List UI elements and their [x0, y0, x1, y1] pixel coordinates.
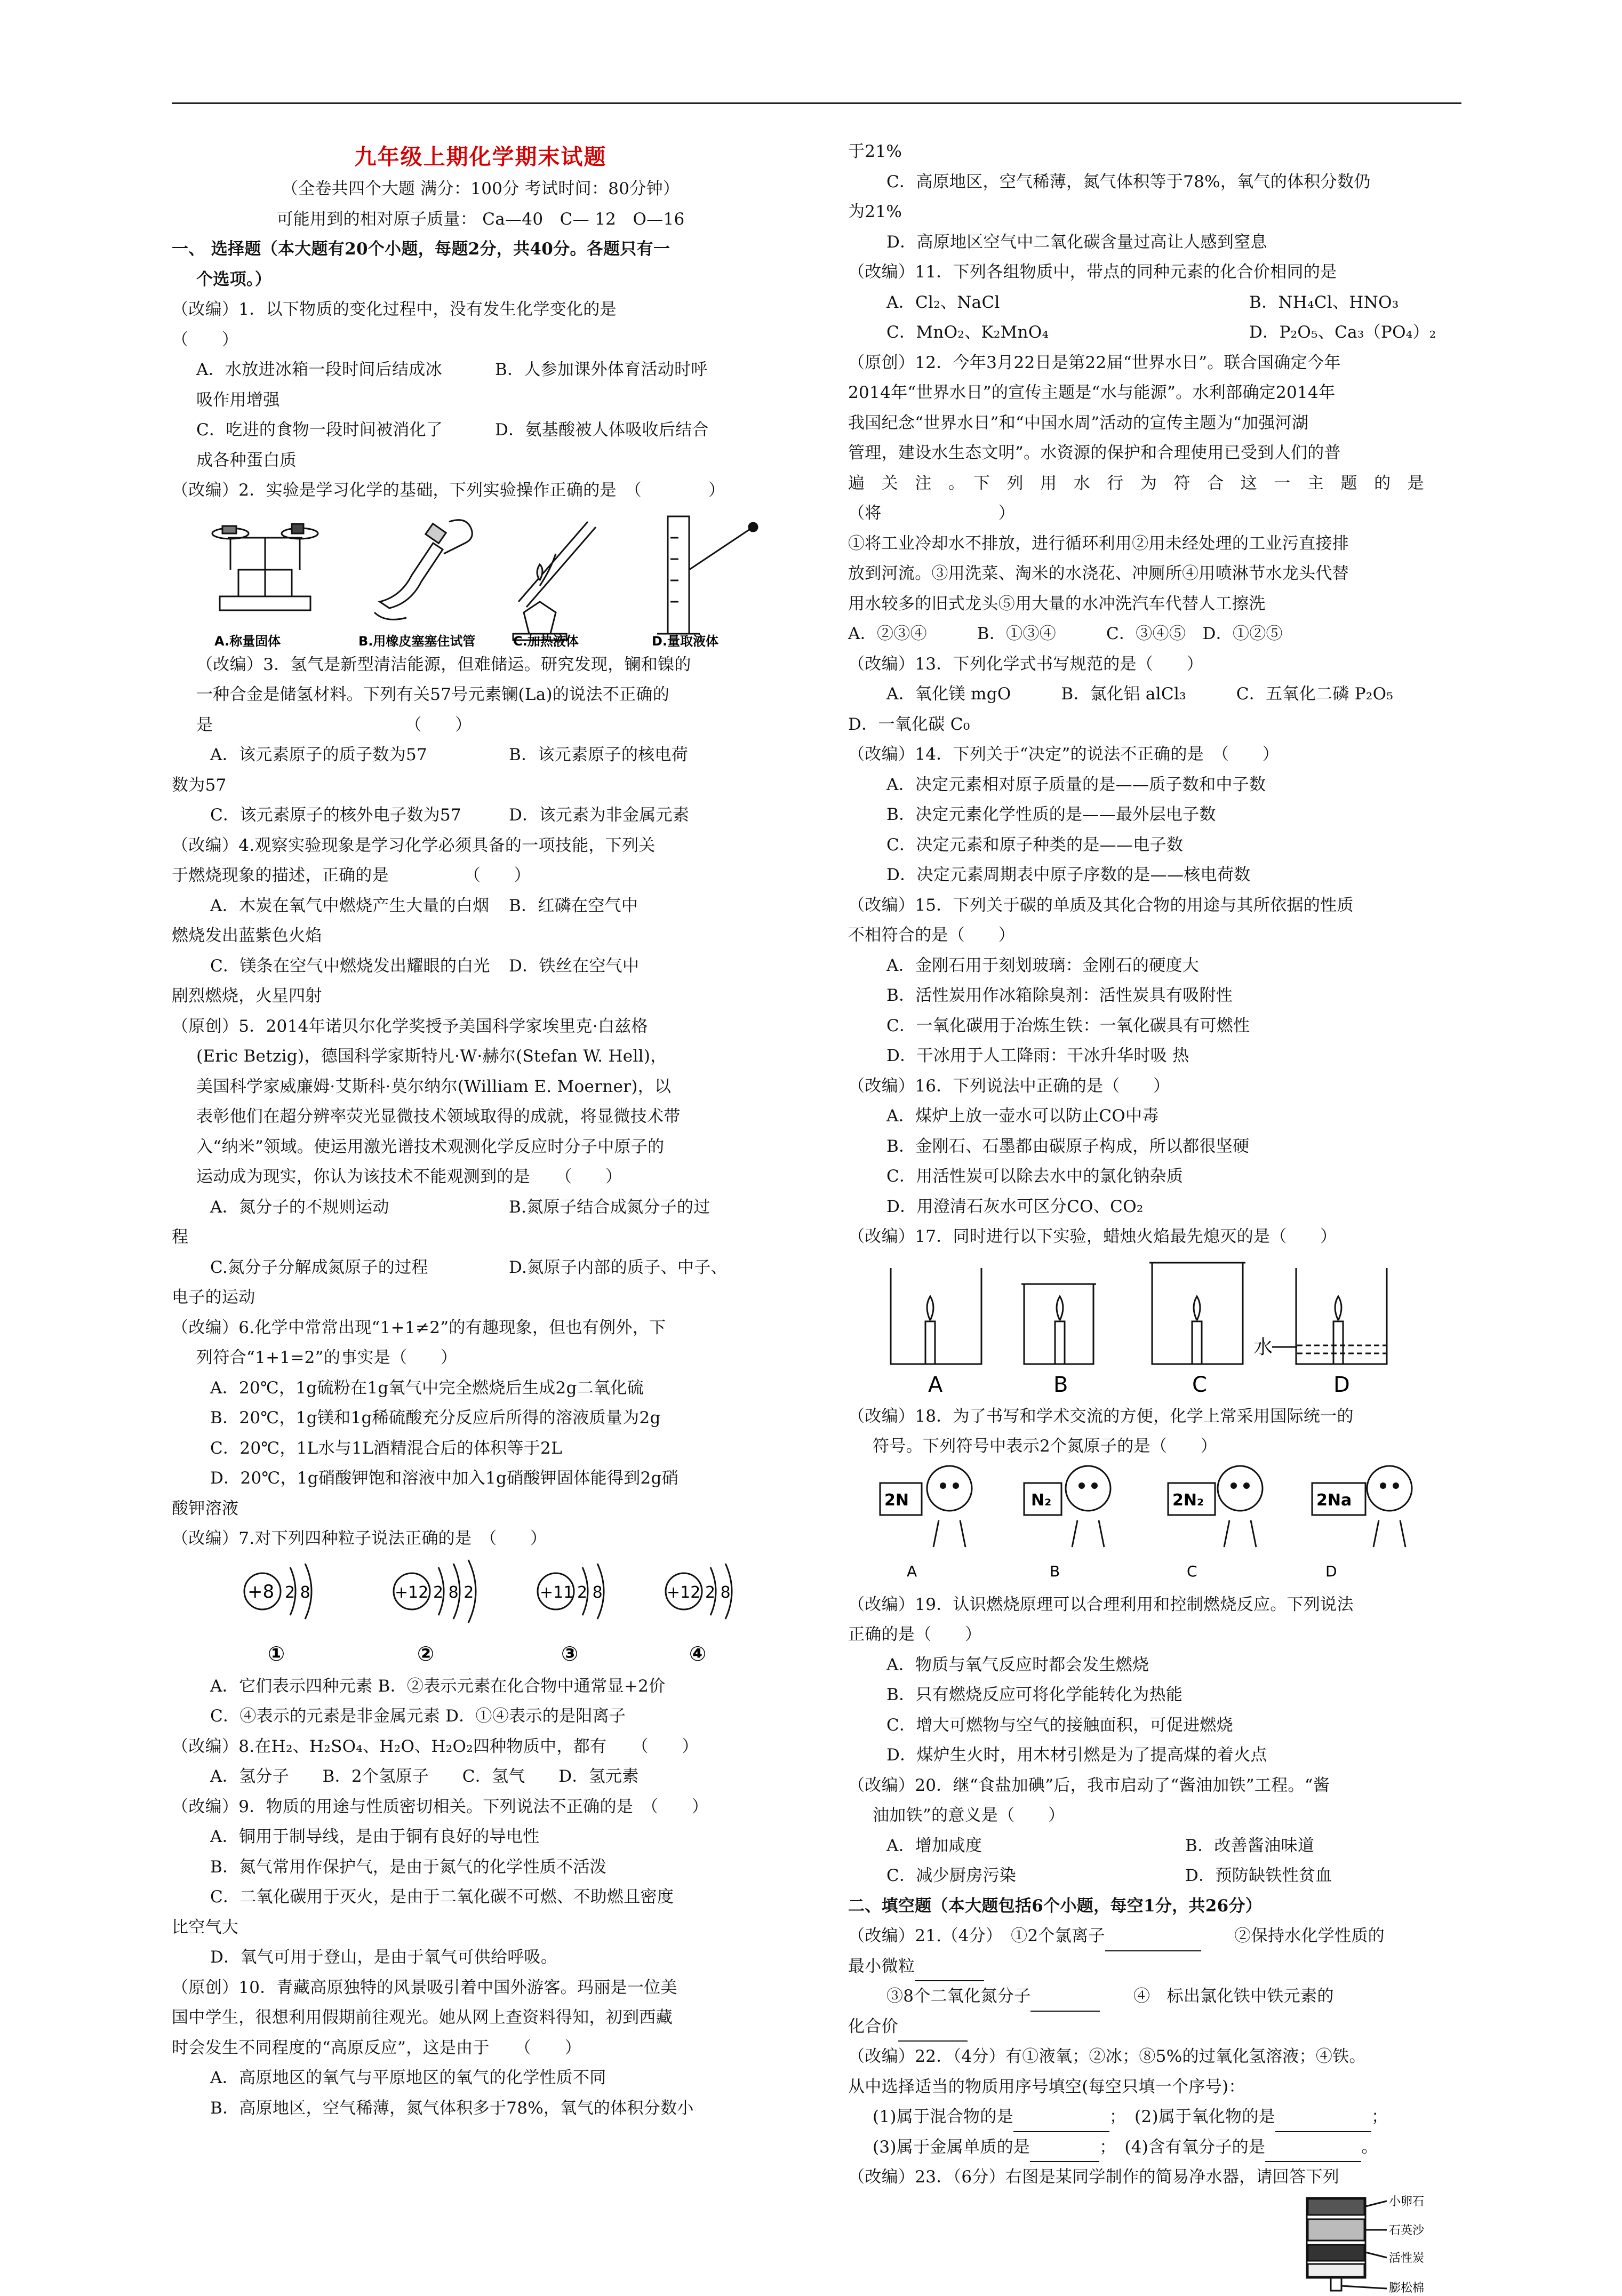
label-a: A.称量固体 [214, 633, 281, 649]
question-15: （改编）15．下列关于碳的单质及其化合物的用途与其所依据的性质 [848, 895, 1354, 915]
card-b [1024, 1466, 1110, 1580]
question-1-options-cd [172, 415, 789, 445]
q22-item4: (4)含有氧分子的是 [1124, 2137, 1266, 2157]
option-a: A．增加咸度 [886, 1836, 982, 1855]
particle-4 [666, 1564, 732, 1665]
q22-item2: (2)属于氧化物的是 [1134, 2107, 1275, 2126]
question-13-options: A．氧化镁 mgO B．氯化铝 alCl₃ C．五氧化二磷 P₂O₅ [886, 684, 1394, 704]
option-b: B．高原地区，空气稀薄，氮气体积多于78%，氧气的体积分数小 [210, 2098, 694, 2118]
question-3: （改编）3．氢气是新型清洁能源，但难储运。研究发现，镧和镍的 [196, 655, 691, 674]
question-4-options-cd [172, 951, 789, 982]
heating-illustration [513, 522, 596, 640]
beaker-b-label: B [1053, 1372, 1068, 1397]
question-23: （改编）23．（6分）右图是某同学制作的简易净水器，请回答下列 [848, 2167, 1339, 2187]
option-b: B.氮原子结合成氮分子的过 [509, 1197, 710, 1217]
option-c: C．吃进的食物一段时间被消化了 [196, 420, 443, 440]
option-d-cont: 成各种蛋白质 [196, 450, 297, 470]
card-d-label: D [1325, 1562, 1337, 1580]
beaker-a [891, 1268, 981, 1364]
question-5: （原创）5．2014年诺贝尔化学奖授予美国科学家埃里克·白兹格 [172, 1016, 648, 1036]
question-5-options-ab [172, 1192, 789, 1223]
candle-a [925, 1321, 935, 1364]
option-a: A．氮分子的不规则运动 [210, 1197, 389, 1217]
option-b-cont: 燃烧发出蓝紫色火焰 [172, 926, 322, 945]
option-b: B．改善酱油味道 [1185, 1836, 1315, 1855]
card-c-text: 2N₂ [1172, 1490, 1204, 1510]
question-11: （改编）11．下列各组物质中，带点的同种元素的化合价相同的是 [848, 262, 1337, 282]
question-7-options-ab: A．它们表示四种元素 B．②表示元素在化合物中通常显+2价 [210, 1676, 666, 1696]
nucleus-4: +12 [667, 1583, 701, 1602]
q22-item1: (1)属于混合物的是 [873, 2107, 1013, 2126]
card-c-label: C [1187, 1562, 1197, 1580]
option-c-cont: 为21% [848, 202, 902, 221]
question-11-options-ab [848, 288, 1467, 318]
option-d: D．氧气可用于登山，是由于氧气可供给呼吸。 [210, 1948, 558, 1967]
card-a [880, 1466, 972, 1580]
question-4-cont: 于燃烧现象的描述，正确的是 （ ） [172, 866, 531, 885]
question-15-cont: 不相符合的是（ ） [848, 926, 1015, 945]
option-c: C．该元素原子的核外电子数为57 [210, 806, 461, 825]
question-21-cont3 [848, 2012, 1467, 2042]
option-a: A．Cl₂、NaCl [886, 292, 1000, 312]
shells-2: 2 8 2 [433, 1583, 474, 1602]
question-5-cont2: 美国科学家威廉姆·艾斯科·莫尔纳尔(William E. Moerner)，以 [196, 1077, 672, 1096]
option-c: C．增大可燃物与空气的接触面积，可促进燃烧 [886, 1715, 1234, 1735]
q21-part2: ②保持水化学性质的 [1201, 1926, 1385, 1946]
question-22: （改编）22．（4分）有①液氧；②冰；⑧5%的过氧化氢溶液；④铁。 [848, 2047, 1366, 2066]
water-filter-illustration [848, 2193, 1467, 2294]
question-5-cont5: 运动成为现实，你认为该技术不能观测到的是 （ ） [196, 1167, 622, 1186]
exam-info: （全卷共四个大题 满分：100分 考试时间：80分钟） [281, 179, 680, 198]
card-c [1168, 1466, 1263, 1580]
q21-part4: ④ 标出氯化铁中铁元素的 [1100, 1987, 1334, 2006]
label-c: C.加热液体 [513, 633, 579, 649]
option-b: B．氮气常用作保护气，是由于氮气的化学性质不活泼 [210, 1857, 606, 1877]
label-b: B.用橡皮塞塞住试管 [358, 633, 476, 649]
question-6: （改编）6.化学中常常出现“1+1≠2”的有趣现象，但也有例外，下 [172, 1318, 666, 1337]
option-a: A．金刚石用于刻划玻璃：金刚石的硬度大 [886, 955, 1200, 975]
filter-layer-1: 小卵石 [1389, 2195, 1425, 2209]
question-22-row2: (3)属于金属单质的是 ； (4)含有氧分子的是 。 [848, 2132, 1467, 2163]
question-20-options-ab [848, 1831, 1467, 1861]
question-7: （改编）7.对下列四种粒子说法正确的是 （ ） [172, 1529, 547, 1548]
q21-part1: （改编）21.（4分） ①2个氯离子 [848, 1926, 1105, 1946]
option-b-cont: 程 [172, 1227, 189, 1247]
question-5-cont4: 入“纳米”领域。使运用激光谱技术观测化学反应时分子中原子的 [196, 1137, 665, 1157]
question-5-options-cd [172, 1253, 789, 1283]
card-d [1312, 1466, 1412, 1580]
question-12-cont5: （将 ） [848, 504, 1015, 523]
option-b: B．人参加课外体育活动时呼 [495, 360, 708, 379]
option-a: A．水放进冰箱一段时间后结成冰 [196, 360, 442, 379]
card-a-text: 2N [884, 1490, 909, 1510]
question-1-bracket: （ ） [172, 330, 239, 349]
candle-c [1192, 1321, 1202, 1364]
beaker-d-label: D [1333, 1372, 1350, 1397]
option-c: C．MnO₂、K₂MnO₄ [886, 323, 1049, 342]
question-12-cont: 2014年“世界水日”的宣传主题是“水与能源”。水利部确定2014年 [848, 383, 1336, 402]
option-c: C．减少厨房污染 [886, 1866, 1017, 1885]
question-12-options: A．②③④ B．①③④ C．③④⑤ D．①②⑤ [848, 624, 1283, 643]
question-16: （改编）16．下列说法中正确的是（ ） [848, 1076, 1170, 1096]
option-d: D．决定元素周期表中原子序数的是——核电荷数 [886, 865, 1251, 884]
option-a: A．该元素原子的质子数为57 [210, 745, 428, 764]
stopper-illustration [374, 520, 472, 619]
question-12-cont3: 管理，建设水生态文明”。水资源的保护和合理使用已受到人们的普 [848, 443, 1341, 463]
question-21-cont [848, 1951, 1467, 1982]
question-8-options: A．氢分子 B．2个氢原子 C．氢气 D．氢元素 [210, 1767, 639, 1786]
option-c: C．20℃，1L水与1L酒精混合后的体积等于2L [210, 1438, 562, 1458]
question-1: （改编）1．以下物质的变化过程中，没有发生化学变化的是 [172, 300, 617, 319]
option-b: B．红磷在空气中 [509, 896, 638, 915]
question-17: （改编）17．同时进行以下实验，蜡烛火焰最先熄灭的是（ ） [848, 1227, 1337, 1246]
option-b: B．NH₄Cl、HNO₃ [1249, 292, 1399, 312]
candle-d [1333, 1321, 1343, 1364]
card-a-label: A [907, 1562, 917, 1580]
question-12-cont6: ①将工业冷却水不排放，进行循环利用②用未经处理的工业污直接排 [848, 533, 1349, 553]
option-d: D．P₂O₅、Ca₃（PO₄）₂ [1249, 323, 1436, 342]
option-b: B．活性炭用作冰箱除臭剂：活性炭具有吸附性 [886, 986, 1233, 1005]
question-10-cont: 国中学生，很想利用假期前往观光。她从网上查资料得知，初到西藏 [172, 2008, 673, 2027]
question-3-options-cd [172, 800, 789, 831]
header-rule [172, 102, 1461, 104]
option-b: B．20℃，1g镁和1g稀硫酸充分反应后所得的溶液质量为2g [210, 1408, 661, 1428]
question-12: （原创）12．今年3月22日是第22届“世界水日”。联合国确定今年 [848, 353, 1341, 372]
left-column [172, 140, 789, 2123]
question-7-figure [172, 1554, 789, 1671]
option-b-cont: 于21% [848, 142, 902, 161]
option-b: B．决定元素化学性质的是——最外层电子数 [886, 805, 1216, 824]
question-19: （改编）19．认识燃烧原理可以合理利用和控制燃烧反应。下列说法 [848, 1595, 1354, 1614]
section1-heading: 一、 选择题（本大题有20个小题，每题2分，共40分。各题只有一 [172, 240, 670, 259]
particle-3 [538, 1564, 604, 1665]
question-5-cont3: 表彰他们在超分辨率荧光显微技术领域取得的成就，将显微技术带 [196, 1107, 681, 1126]
balance-illustration [212, 524, 318, 610]
option-b-cont: 数为57 [172, 775, 227, 795]
candle-experiment-illustration [848, 1252, 1467, 1401]
card-b-label: B [1050, 1562, 1060, 1580]
section1-heading-cont: 个选项。） [196, 269, 271, 289]
answer-blank-2[interactable] [915, 1964, 984, 1981]
water-label: 水 [1253, 1336, 1273, 1358]
option-d-cont: 酸钾溶液 [172, 1498, 239, 1518]
option-c: C．一氧化碳用于冶炼生铁：一氧化碳具有可燃性 [886, 1016, 1250, 1035]
nucleus-2: +12 [395, 1583, 429, 1602]
option-d: D．该元素为非金属元素 [509, 806, 690, 825]
option-b: B．该元素原子的核电荷 [509, 745, 689, 764]
option-a: A．20℃，1g硫粉在1g氧气中完全燃烧后生成2g二氧化硫 [210, 1378, 644, 1398]
beaker-c-label: C [1192, 1372, 1207, 1397]
question-12-cont4: 遍 关 注 。 下 列 用 水 行 为 符 合 这 一 主 题 的 是 [848, 473, 1424, 493]
question-21 [848, 1921, 1467, 1951]
question-8: （改编）8.在H₂、H₂SO₄、H₂O、H₂O₂四种物质中，都有 （ ） [172, 1736, 699, 1756]
q21-part4-cont: 化合价 [848, 2016, 898, 2036]
particle-4-label: ④ [689, 1641, 707, 1665]
right-column [848, 137, 1467, 2294]
question-10-cont2: 时会发生不同程度的“高原反应”，这是由于 （ ） [172, 2038, 581, 2058]
question-3-cont2: 是 （ ） [196, 715, 472, 735]
question-14: （改编）14．下列关于“决定”的说法不正确的是 （ ） [848, 745, 1280, 764]
particle-2-label: ② [417, 1641, 435, 1665]
option-d: D．预防缺铁性贫血 [1185, 1866, 1332, 1885]
question-18: （改编）18．为了书写和学术交流的方便，化学上常采用国际统一的 [848, 1406, 1354, 1426]
question-20-options-cd [848, 1861, 1467, 1891]
particle-2 [394, 1560, 476, 1665]
question-23-figure [848, 2193, 1467, 2294]
q21-part3: ③8个二氧化氮分子 [886, 1987, 1031, 2006]
card-d-text: 2Na [1316, 1490, 1352, 1510]
lab-operations-illustration [172, 506, 789, 650]
question-17-figure [848, 1252, 1467, 1401]
question-10: （原创）10．青藏高原独特的风景吸引着中国外游客。玛丽是一位美 [172, 1978, 677, 1997]
particle-1-label: ① [268, 1641, 285, 1665]
question-7-options-cd: C．④表示的元素是非金属元素 D．①④表示的是阳离子 [210, 1707, 626, 1726]
atomic-masses: 可能用到的相对原子质量： Ca—40 C— 12 O—16 [276, 209, 685, 229]
option-a: A．煤炉上放一壶水可以防止CO中毒 [886, 1106, 1159, 1126]
question-3-cont: 一种合金是储氢材料。下列有关57号元素镧(La)的说法不正确的 [196, 685, 669, 704]
particle-1 [244, 1564, 311, 1665]
shells-1: 2 8 [285, 1583, 310, 1602]
question-22-row1: (1)属于混合物的是 ； (2)属于氧化物的是 ； [848, 2102, 1467, 2132]
answer-blank-3[interactable] [1030, 1995, 1100, 2012]
answer-blank-5[interactable] [1013, 2115, 1109, 2132]
option-c: C．决定元素和原子种类的是——电子数 [886, 835, 1184, 855]
question-19-cont: 正确的是（ ） [848, 1625, 982, 1644]
question-13: （改编）13．下列化学式书写规范的是（ ） [848, 654, 1204, 674]
option-b: B．只有燃烧反应可将化学能转化为热能 [886, 1685, 1183, 1704]
question-12-cont8: 用水较多的旧式龙头⑤用大量的水冲洗汽车代替人工擦洗 [848, 594, 1266, 613]
option-c: C.氮分子分解成氮原子的过程 [210, 1257, 428, 1277]
question-2-figure [172, 506, 789, 650]
answer-blank-6[interactable] [1275, 2115, 1371, 2132]
q21-part2-cont: 最小微粒 [848, 1956, 915, 1976]
option-a: A．决定元素相对原子质量的是——质子数和中子数 [886, 775, 1266, 794]
question-20-cont: 油加铁”的意义是（ ） [873, 1806, 1065, 1825]
question-20: （改编）20．继“食盐加碘”后，我市启动了“酱油加铁”工程。“酱 [848, 1775, 1330, 1795]
question-9: （改编）9．物质的用途与性质密切相关。下列说法不正确的是 （ ） [172, 1797, 709, 1816]
card-b-text: N₂ [1031, 1490, 1052, 1510]
answer-blank-1[interactable] [1105, 1934, 1201, 1951]
question-12-cont7: 放到河流。③用洗菜、淘米的水浇花、冲厕所④用喷淋节水龙头代替 [848, 564, 1349, 583]
question-3-options-ab [172, 740, 789, 770]
exam-title: 九年级上期化学期末试题 [354, 144, 607, 170]
question-11-options-cd [848, 317, 1467, 348]
question-4: （改编）4.观察实验现象是学习化学必须具备的一项技能，下列关 [172, 835, 656, 855]
filter-layer-3: 活性炭 [1389, 2251, 1425, 2265]
question-1-options-ab [172, 355, 789, 385]
question-5-cont: (Eric Betzig)，德国科学家斯特凡·W·赫尔(Stefan W. Hell)， [196, 1047, 667, 1066]
option-a: A．铜用于制导线，是由于铜有良好的导电性 [210, 1827, 540, 1846]
candle-b [1055, 1321, 1065, 1364]
question-21-cont2 [848, 1981, 1467, 2012]
option-d: D．高原地区空气中二氧化碳含量过高让人感到窒息 [886, 232, 1267, 252]
nucleus-1: +8 [247, 1581, 275, 1603]
option-a: A．木炭在氧气中燃烧产生大量的白烟 [210, 896, 490, 915]
option-d: D．氨基酸被人体吸收后结合 [495, 420, 709, 440]
option-d: D.氮原子内部的质子、中子、 [509, 1257, 728, 1277]
question-2: （改编）2．实验是学习化学的基础，下列实验操作正确的是 （ ） [172, 481, 725, 500]
q22-item3: (3)属于金属单质的是 [873, 2137, 1030, 2157]
filter-layer-4: 膨松棉 [1389, 2281, 1425, 2294]
section2-heading: 二、填空题（本大题包括6个小题，每空1分，共26分） [848, 1896, 1263, 1916]
beaker-a-label: A [928, 1372, 943, 1397]
option-d: D．煤炉生火时，用木材引燃是为了提高煤的着火点 [886, 1745, 1267, 1765]
question-13-option-d: D．一氧化碳 C₀ [848, 714, 970, 734]
option-d: D．20℃，1g硝酸钾饱和溶液中加入1g硝酸钾固体能得到2g硝 [210, 1469, 678, 1488]
symbol-cards-illustration [848, 1462, 1467, 1590]
option-c: C．二氧化碳用于灭火，是由于二氧化碳不可燃、不助燃且密度 [210, 1887, 674, 1907]
cylinder-illustration [657, 516, 757, 634]
shells-4: 2 8 [705, 1583, 731, 1602]
option-d: D．用澄清石灰水可区分CO、CO₂ [886, 1197, 1144, 1216]
question-12-cont2: 我国纪念“世界水日”和“中国水周”活动的宣传主题为“加强河湖 [848, 413, 1309, 433]
label-d: D.量取液体 [652, 633, 719, 649]
option-b-cont: 吸作用增强 [196, 390, 280, 410]
answer-blank-4[interactable] [898, 2024, 968, 2042]
option-a: A．高原地区的氧气与平原地区的氧气的化学性质不同 [210, 2068, 606, 2087]
question-22-cont: 从中选择适当的物质用序号填空(每空只填一个序号)： [848, 2077, 1245, 2096]
shells-3: 2 8 [577, 1583, 603, 1602]
question-4-options-ab [172, 891, 789, 921]
nucleus-3: +11 [540, 1583, 574, 1602]
particle-3-label: ③ [561, 1641, 579, 1665]
option-c: C．高原地区，空气稀薄，氮气体积等于78%，氧气的体积分数仍 [886, 172, 1371, 192]
option-c: C．镁条在空气中燃烧发出耀眼的白光 [210, 956, 490, 976]
option-a: A．物质与氧气反应时都会发生燃烧 [886, 1655, 1149, 1675]
answer-blank-7[interactable] [1030, 2145, 1099, 2162]
option-d-cont: 电子的运动 [172, 1288, 255, 1307]
question-6-cont: 列符合“1+1=2”的事实是（ ） [196, 1348, 458, 1367]
option-d-cont: 剧烈燃烧，火星四射 [172, 986, 322, 1006]
question-18-cont: 符号。下列符号中表示2个氮原子的是（ ） [873, 1437, 1218, 1456]
option-c-cont: 比空气大 [172, 1917, 239, 1937]
option-d: D．干冰用于人工降雨：干冰升华时吸 热 [886, 1046, 1189, 1065]
particle-structure-diagrams [172, 1554, 789, 1671]
answer-blank-8[interactable] [1265, 2145, 1361, 2162]
option-d: D．铁丝在空气中 [509, 956, 640, 976]
filter-layer-2: 石英沙 [1389, 2223, 1425, 2237]
option-c: C．用活性炭可以除去水中的氯化钠杂质 [886, 1167, 1184, 1186]
question-18-figure [848, 1462, 1467, 1590]
option-b: B．金刚石、石墨都由碳原子构成，所以都很坚硬 [886, 1136, 1250, 1156]
